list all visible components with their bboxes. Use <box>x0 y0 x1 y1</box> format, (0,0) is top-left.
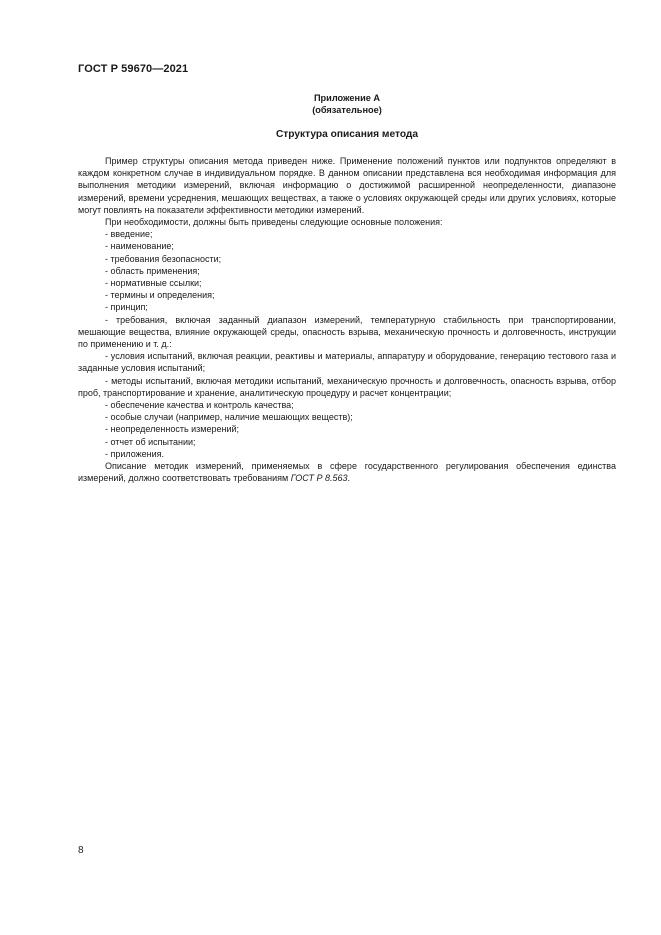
list-item: - особые случаи (например, наличие мешающих веществ); <box>105 412 353 423</box>
list-item: - методы испытаний, включая методики испытаний, механическую прочность и долговечность, опасность взрыва, отбор проб, транспортирование и хранение, аналитическую процедуру и расчет концентрации; <box>78 375 616 398</box>
paragraph: Пример структуры описания метода приведен ниже. Применение положений пунктов или подпунктов определяют в каждом конкретном случае в индивидуальном порядке. В данном описании представлена вся необходимая информация для выполнения методики измерений, включая информацию о достижимой расширенной неопределенности, диапазоне измерений, времени усреднения, мешающих веществах, а также о условиях окружающей среды или других условиях, которые могут повлиять на показатели эффективности методики измерений. <box>78 156 616 215</box>
section-title: Структура описания метода <box>275 129 419 140</box>
list-item: - нормативные ссылки; <box>105 278 202 289</box>
closing-text: Описание методик измерений, применяемых в сфере государственного регулирования обеспечения единства измерений, должно соответствовать требованиям <box>78 461 616 484</box>
list-item: - принцип; <box>105 302 148 313</box>
document-code: ГОСТ Р 59670—2021 <box>78 63 189 75</box>
list-item: - отчет об испытании; <box>105 436 196 447</box>
list-item: - введение; <box>105 229 153 240</box>
annex-title: Приложение А <box>313 93 381 103</box>
list-item: - обеспечение качества и контроль качества; <box>105 400 294 411</box>
document-body <box>78 155 616 484</box>
paragraph: При необходимости, должны быть приведены следующие основные положения: <box>105 217 443 228</box>
list-item: - область применения; <box>105 265 200 276</box>
page-number: 8 <box>78 845 84 856</box>
closing-paragraph <box>78 460 616 484</box>
annex-heading <box>78 92 616 116</box>
list-item: - приложения. <box>105 448 165 459</box>
list-item: - наименование; <box>105 241 174 252</box>
list-item: - неопределенность измерений; <box>105 424 240 435</box>
standard-reference: ГОСТ Р 8.563 <box>290 473 348 484</box>
list-item: - требования безопасности; <box>105 253 222 264</box>
list-item: - термины и определения; <box>105 290 215 301</box>
list-item: - требования, включая заданный диапазон измерений, температурную стабильность при транспортировании, мешающие вещества, влияние окружающей среды, опасность взрыва, механическую прочность и долговечность, инструкции по применению и т. д.: <box>78 314 616 350</box>
list-item: - условия испытаний, включая реакции, реактивы и материалы, аппаратуру и оборудование, генерацию тестового газа и заданные условия испытаний; <box>78 351 616 374</box>
annex-status: (обязательное) <box>312 105 382 115</box>
closing-end: . <box>347 473 351 484</box>
